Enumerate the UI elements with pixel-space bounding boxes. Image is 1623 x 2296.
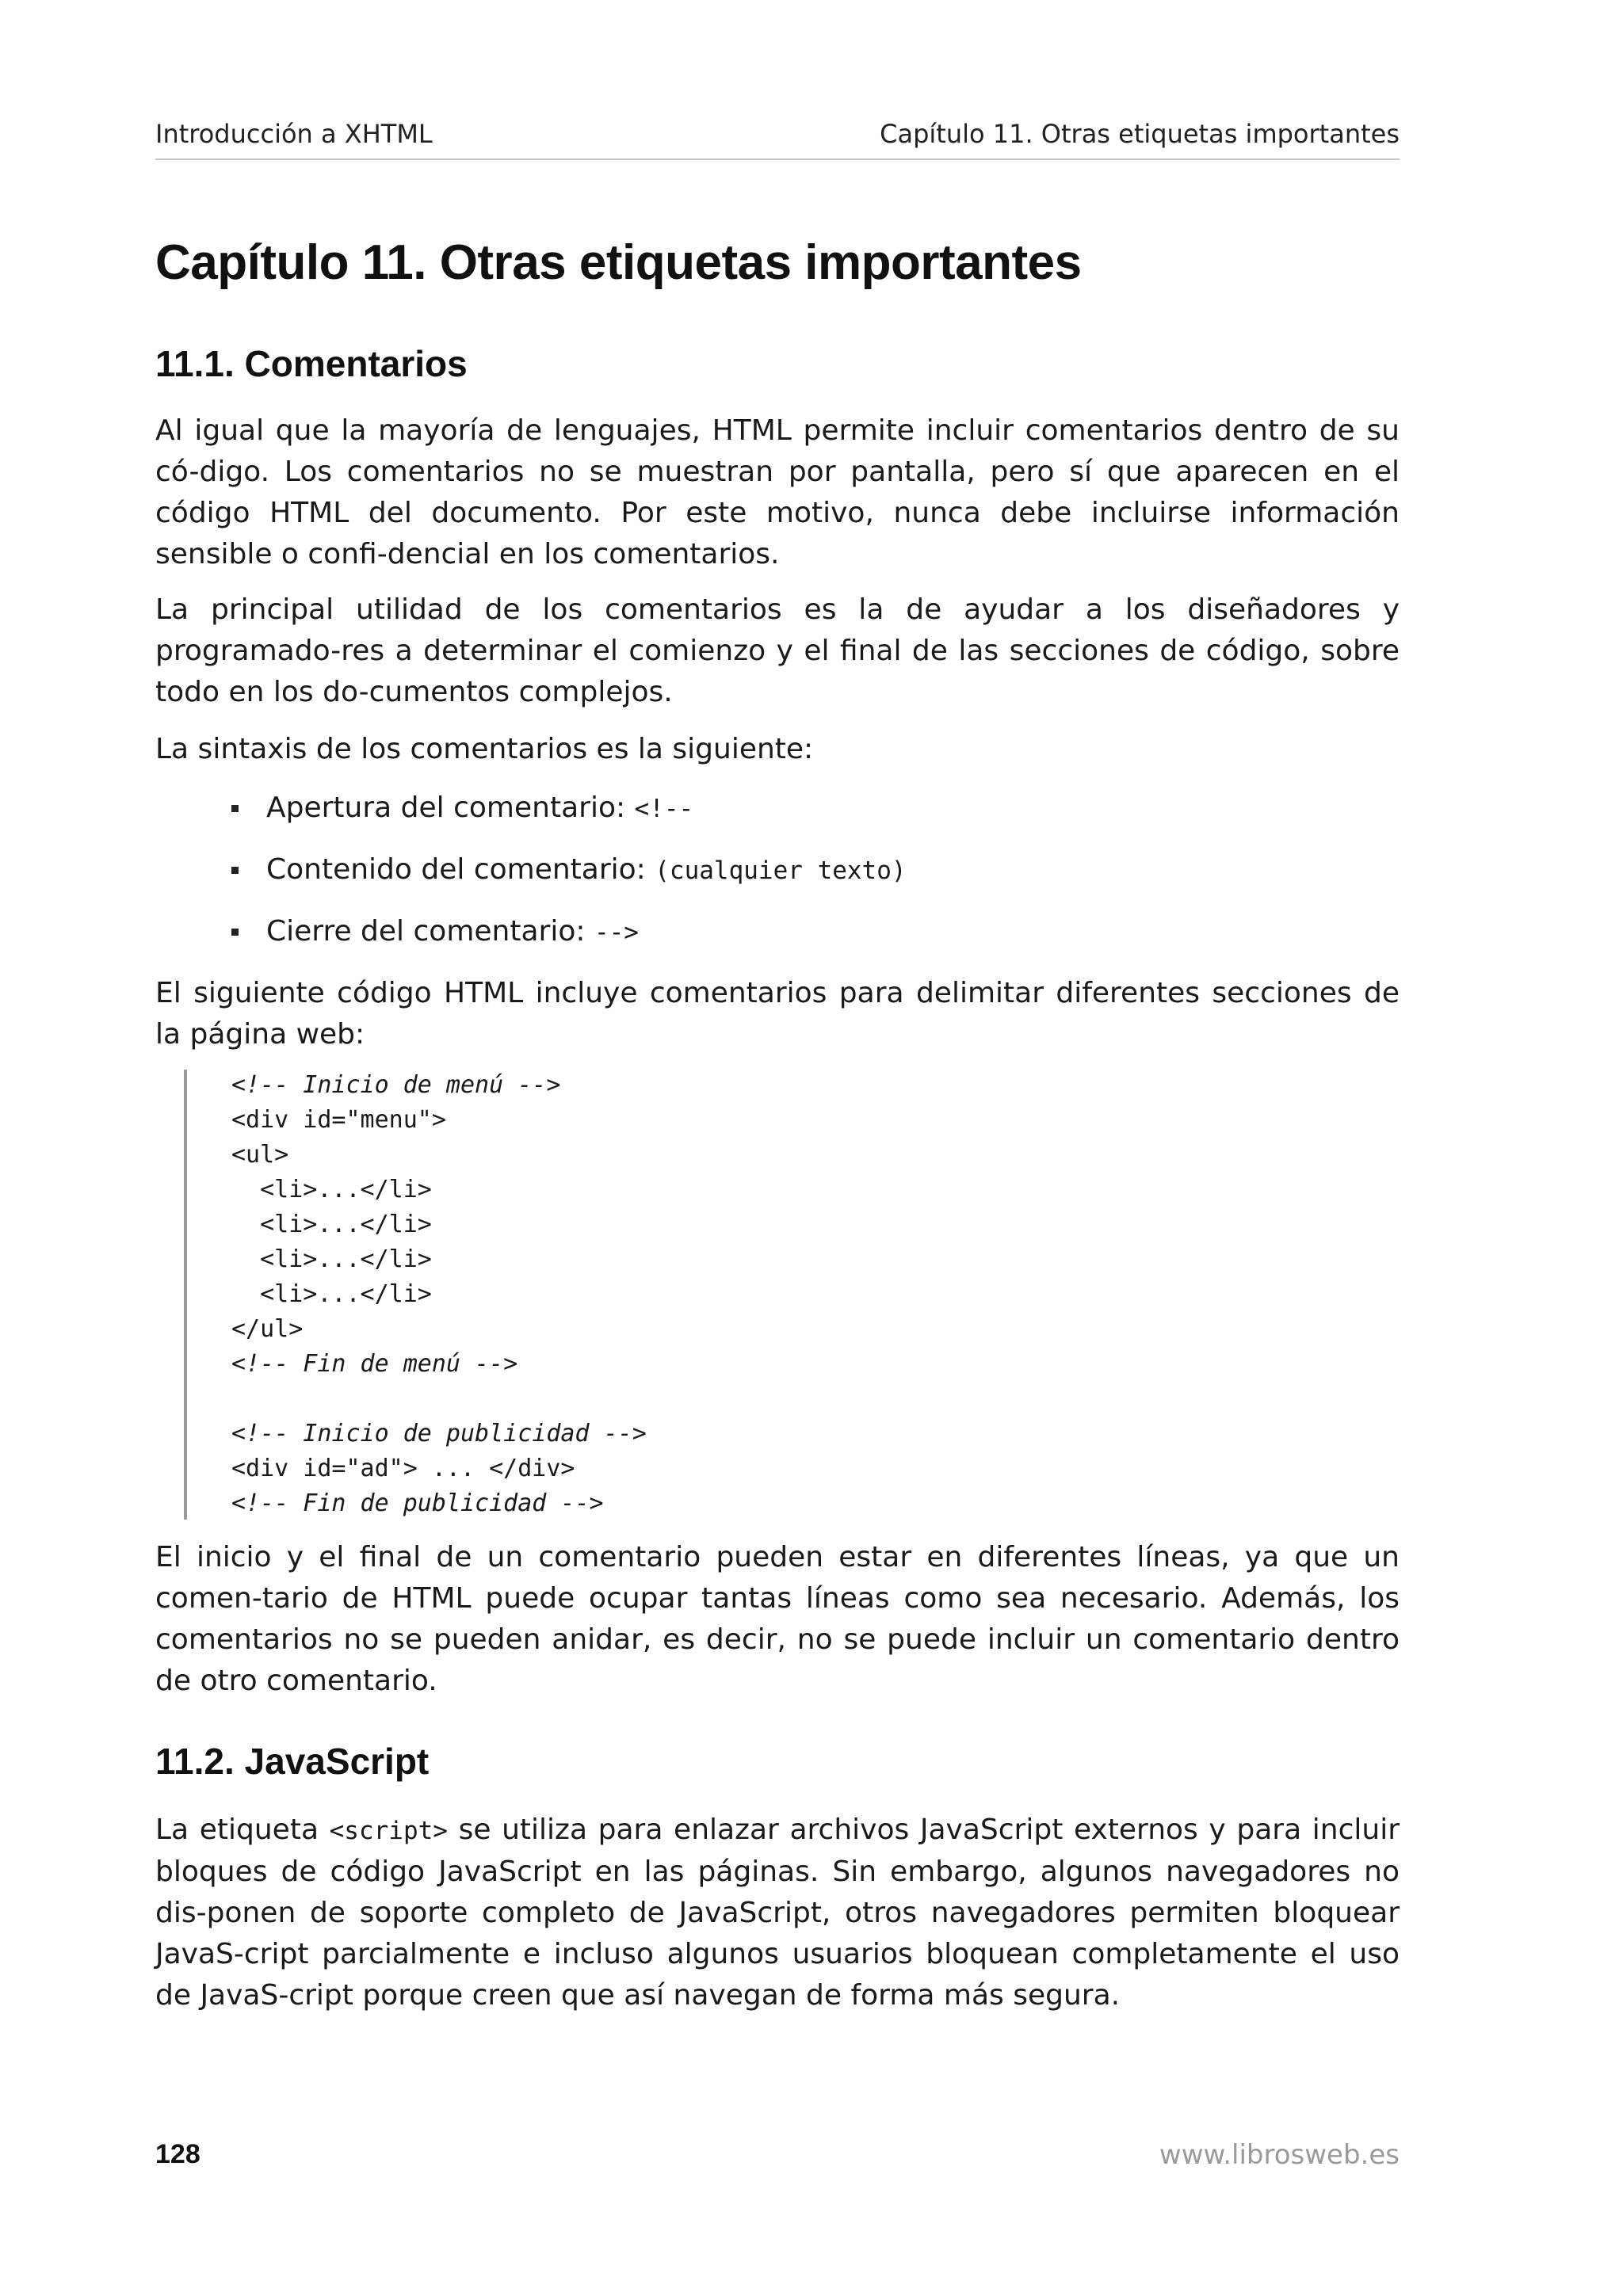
list-item-code: (cualquier texto)	[655, 856, 907, 885]
list-item	[155, 849, 1400, 911]
footer-url: www.librosweb.es	[1159, 2139, 1400, 2171]
list-item-text: Contenido del comentario:	[266, 853, 655, 886]
page	[155, 0, 1400, 2296]
running-header	[155, 119, 1400, 160]
code-line: <li>...</li>	[231, 1245, 432, 1273]
section-title-comentarios: 11.1. Comentarios	[155, 343, 468, 384]
section-title-javascript: 11.2. JavaScript	[155, 1741, 430, 1782]
code-block	[184, 1070, 1376, 1520]
code-line: <!-- Fin de publicidad -->	[231, 1489, 604, 1517]
paragraph-javascript	[155, 1810, 1400, 2016]
paragraph-utility: La principal utilidad de los comentarios es la de ayudar a los diseñadores y programado-res a determinar el comienzo y el final de las secciones de código, sobre todo en los do-cumentos complejos.	[155, 593, 1400, 708]
code-line: <li>...</li>	[231, 1280, 432, 1308]
chapter-title: Capítulo 11. Otras etiquetas importantes	[155, 235, 1082, 290]
bullet-square-icon	[231, 805, 239, 812]
syntax-list	[155, 788, 1400, 973]
list-item-text: Cierre del comentario:	[266, 915, 594, 948]
paragraph-example-intro: El siguiente código HTML incluye comentarios para delimitar diferentes secciones de la página web:	[155, 977, 1400, 1051]
list-item-code: -->	[594, 918, 639, 947]
list-item-text: Apertura del comentario:	[266, 791, 635, 824]
code-line: <li>...</li>	[231, 1211, 432, 1238]
paragraph-syntax: La sintaxis de los comentarios es la siguiente:	[155, 733, 814, 765]
bullet-square-icon	[231, 929, 239, 936]
code-line: <ul>	[231, 1141, 289, 1169]
inline-code-script: <script>	[329, 1817, 448, 1845]
code-line: <div id="menu">	[231, 1106, 446, 1134]
code-line: <!-- Inicio de publicidad -->	[231, 1420, 647, 1447]
page-number: 128	[155, 2139, 200, 2169]
code-line: </ul>	[231, 1315, 304, 1343]
bullet-square-icon	[231, 867, 239, 874]
paragraph-text: se utiliza para enlazar archivos JavaScript externos y para incluir bloques de código JavaScript en las páginas. Sin embargo, algunos navegadores no dis-ponen de soporte completo de JavaScript, otros navegadores permiten bloquear JavaS-cript parcialmente e incluso algunos usuarios bloquean completamente el uso de JavaS-cript porque creen que así navegan de forma más segura.	[155, 1814, 1400, 2012]
header-book-title: Introducción a XHTML	[155, 119, 433, 149]
code-line: <!-- Inicio de menú -->	[231, 1071, 561, 1099]
list-item	[155, 911, 1400, 973]
paragraph-multiline: El inicio y el final de un comentario pueden estar en diferentes líneas, ya que un comen-tario de HTML puede ocupar tantas líneas como sea necesario. Además, los comentarios no se pueden anidar, es decir, no se puede incluir un comentario dentro de otro comentario.	[155, 1541, 1400, 1697]
paragraph-text: La etiqueta	[155, 1814, 330, 1846]
paragraph-intro: Al igual que la mayoría de lenguajes, HTML permite incluir comentarios dentro de su có-digo. Los comentarios no se muestran por pantalla, pero sí que aparecen en el código HTML del documento. Por este motivo, nunca debe incluirse información sensible o confi-dencial en los comentarios.	[155, 414, 1400, 570]
code-line: <!-- Fin de menú -->	[231, 1350, 518, 1378]
list-item-code: <!--	[634, 795, 694, 823]
list-item	[155, 788, 1400, 849]
code-line: <div id="ad"> ... </div>	[231, 1455, 575, 1482]
code-line: <li>...</li>	[231, 1176, 432, 1203]
header-chapter-title: Capítulo 11. Otras etiquetas importantes	[880, 119, 1400, 149]
